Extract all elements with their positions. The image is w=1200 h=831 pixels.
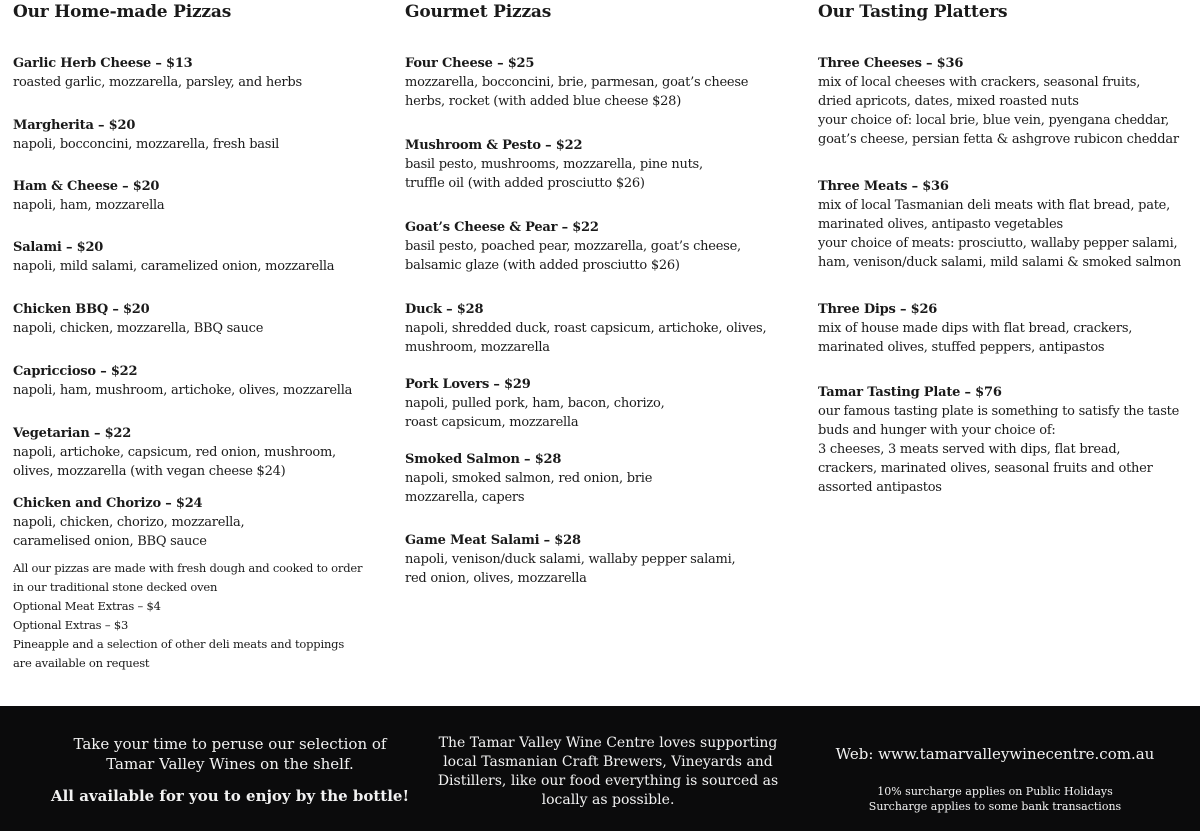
item-name: Salami – $20 bbox=[13, 240, 104, 255]
description-line: balsamic glaze (with added prosciutto $26) bbox=[405, 258, 680, 273]
item-name: Garlic Herb Cheese – $13 bbox=[13, 56, 193, 71]
description-line: goat’s cheese, persian fetta & ashgrove rubicon cheddar bbox=[818, 132, 1179, 147]
item-description bbox=[405, 550, 800, 588]
item-name: Pork Lovers – $29 bbox=[405, 377, 531, 392]
description-line: napoli, venison/duck salami, wallaby pepper salami, bbox=[405, 552, 736, 567]
footer-line: Take your time to peruse our selection of bbox=[73, 735, 387, 753]
website-link[interactable]: Web: www.tamarvalleywinecentre.com.au bbox=[835, 745, 1155, 763]
item-description bbox=[818, 402, 1200, 497]
surcharge-line: Surcharge applies to some bank transactions bbox=[868, 800, 1122, 813]
description-line: mix of local cheeses with crackers, seasonal fruits, bbox=[818, 75, 1141, 90]
item-description bbox=[13, 196, 393, 215]
menu-item bbox=[13, 424, 393, 481]
item-description bbox=[405, 394, 800, 432]
item-name: Capriccioso – $22 bbox=[13, 364, 138, 379]
item-description bbox=[13, 135, 393, 154]
item-description bbox=[13, 257, 393, 276]
footer-contact bbox=[810, 744, 1180, 814]
description-line: napoli, ham, mushroom, artichoke, olives, mozzarella bbox=[13, 383, 353, 398]
section-heading: Gourmet Pizzas bbox=[405, 2, 552, 22]
item-name: Mushroom & Pesto – $22 bbox=[405, 138, 583, 153]
description-line: 3 cheeses, 3 meats served with dips, flat bread, bbox=[818, 442, 1121, 457]
item-description bbox=[818, 73, 1200, 149]
surcharge-notes bbox=[810, 784, 1180, 814]
description-line: mozzarella, capers bbox=[405, 490, 525, 505]
description-line: mozzarella, bocconcini, brie, parmesan, goat’s cheese bbox=[405, 75, 749, 90]
item-description bbox=[405, 73, 800, 111]
footer-line: Distillers, like our food everything is sourced as bbox=[437, 773, 779, 789]
item-description bbox=[13, 443, 393, 481]
description-line: roasted garlic, mozzarella, parsley, and herbs bbox=[13, 75, 302, 90]
menu-item bbox=[818, 300, 1200, 357]
item-description bbox=[405, 237, 800, 275]
item-description bbox=[818, 319, 1200, 357]
menu-item bbox=[13, 494, 393, 551]
description-line: napoli, ham, mozzarella bbox=[13, 198, 165, 213]
note-line: are available on request bbox=[13, 656, 150, 670]
description-line: marinated olives, antipasto vegetables bbox=[818, 217, 1063, 232]
description-line: ham, venison/duck salami, mild salami & smoked salmon bbox=[818, 255, 1182, 270]
menu-item bbox=[818, 383, 1200, 497]
section-heading: Our Tasting Platters bbox=[818, 2, 1008, 22]
note-line: All our pizzas are made with fresh dough and cooked to order bbox=[13, 561, 363, 575]
item-name: Duck – $28 bbox=[405, 302, 484, 317]
menu-item bbox=[405, 375, 800, 432]
menu-item bbox=[405, 218, 800, 275]
footer-line: locally as possible. bbox=[541, 792, 675, 808]
description-line: your choice of meats: prosciutto, wallaby pepper salami, bbox=[818, 236, 1178, 251]
item-name: Three Cheeses – $36 bbox=[818, 56, 964, 71]
description-line: mix of house made dips with flat bread, crackers, bbox=[818, 321, 1133, 336]
menu-item bbox=[818, 54, 1200, 149]
description-line: caramelised onion, BBQ sauce bbox=[13, 534, 207, 549]
item-description bbox=[13, 319, 393, 338]
menu-item bbox=[405, 531, 800, 588]
item-description bbox=[405, 319, 800, 357]
description-line: mushroom, mozzarella bbox=[405, 340, 550, 355]
footer-banner bbox=[0, 706, 1200, 831]
description-line: herbs, rocket (with added blue cheese $28) bbox=[405, 94, 682, 109]
menu-item bbox=[13, 238, 393, 276]
item-description bbox=[13, 381, 393, 400]
description-line: napoli, mild salami, caramelized onion, mozzarella bbox=[13, 259, 335, 274]
menu-item bbox=[13, 116, 393, 154]
item-name: Three Meats – $36 bbox=[818, 179, 949, 194]
description-line: mix of local Tasmanian deli meats with flat bread, pate, bbox=[818, 198, 1171, 213]
description-line: red onion, olives, mozzarella bbox=[405, 571, 587, 586]
menu-item bbox=[13, 177, 393, 215]
item-description bbox=[818, 196, 1200, 272]
item-name: Smoked Salmon – $28 bbox=[405, 452, 562, 467]
footer-line: The Tamar Valley Wine Centre loves supporting bbox=[438, 735, 778, 751]
item-name: Game Meat Salami – $28 bbox=[405, 533, 581, 548]
item-name: Four Cheese – $25 bbox=[405, 56, 535, 71]
footer-line: Tamar Valley Wines on the shelf. bbox=[106, 755, 354, 773]
description-line: crackers, marinated olives, seasonal fruits and other bbox=[818, 461, 1153, 476]
surcharge-line: 10% surcharge applies on Public Holidays bbox=[877, 785, 1113, 798]
item-name: Tamar Tasting Plate – $76 bbox=[818, 385, 1002, 400]
description-line: dried apricots, dates, mixed roasted nuts bbox=[818, 94, 1079, 109]
menu-item bbox=[818, 177, 1200, 272]
description-line: buds and hunger with your choice of: bbox=[818, 423, 1056, 438]
description-line: napoli, artichoke, capsicum, red onion, mushroom, bbox=[13, 445, 336, 460]
menu-item bbox=[405, 300, 800, 357]
menu-item bbox=[13, 362, 393, 400]
item-description bbox=[13, 73, 393, 92]
description-line: our famous tasting plate is something to satisfy the taste bbox=[818, 404, 1180, 419]
menu-item bbox=[405, 136, 800, 193]
description-line: napoli, bocconcini, mozzarella, fresh basil bbox=[13, 137, 280, 152]
note-line: Optional Extras – $3 bbox=[13, 618, 129, 632]
menu-item bbox=[13, 54, 393, 92]
note-line: Pineapple and a selection of other deli meats and toppings bbox=[13, 637, 345, 651]
menu-item bbox=[405, 54, 800, 111]
description-line: olives, mozzarella (with vegan cheese $24) bbox=[13, 464, 286, 479]
item-name: Ham & Cheese – $20 bbox=[13, 179, 160, 194]
item-name: Goat’s Cheese & Pear – $22 bbox=[405, 220, 599, 235]
description-line: napoli, pulled pork, ham, bacon, chorizo, bbox=[405, 396, 665, 411]
item-description bbox=[13, 513, 393, 551]
description-line: your choice of: local brie, blue vein, pyengana cheddar, bbox=[818, 113, 1169, 128]
description-line: napoli, shredded duck, roast capsicum, artichoke, olives, bbox=[405, 321, 767, 336]
item-name: Margherita – $20 bbox=[13, 118, 136, 133]
footer-local-support bbox=[418, 734, 798, 810]
menu-item bbox=[405, 450, 800, 507]
item-description bbox=[405, 469, 800, 507]
description-line: napoli, smoked salmon, red onion, brie bbox=[405, 471, 653, 486]
footer-tagline: All available for you to enjoy by the bottle! bbox=[50, 787, 410, 805]
item-name: Three Dips – $26 bbox=[818, 302, 938, 317]
section-heading: Our Home-made Pizzas bbox=[13, 2, 232, 22]
description-line: roast capsicum, mozzarella bbox=[405, 415, 579, 430]
note-line: in our traditional stone decked oven bbox=[13, 580, 218, 594]
description-line: napoli, chicken, mozzarella, BBQ sauce bbox=[13, 321, 264, 336]
description-line: basil pesto, poached pear, mozzarella, goat’s cheese, bbox=[405, 239, 741, 254]
item-name: Chicken BBQ – $20 bbox=[13, 302, 150, 317]
description-line: assorted antipastos bbox=[818, 480, 942, 495]
description-line: marinated olives, stuffed peppers, antipastos bbox=[818, 340, 1105, 355]
item-name: Vegetarian – $22 bbox=[13, 426, 132, 441]
description-line: truffle oil (with added prosciutto $26) bbox=[405, 176, 645, 191]
item-description bbox=[405, 155, 800, 193]
note-line: Optional Meat Extras – $4 bbox=[13, 599, 161, 613]
footer-line: local Tasmanian Craft Brewers, Vineyards and bbox=[443, 754, 773, 770]
menu-item bbox=[13, 300, 393, 338]
description-line: basil pesto, mushrooms, mozzarella, pine nuts, bbox=[405, 157, 703, 172]
description-line: napoli, chicken, chorizo, mozzarella, bbox=[13, 515, 245, 530]
item-name: Chicken and Chorizo – $24 bbox=[13, 496, 203, 511]
footer-wine-selection bbox=[30, 734, 430, 806]
pizza-notes bbox=[13, 559, 393, 673]
